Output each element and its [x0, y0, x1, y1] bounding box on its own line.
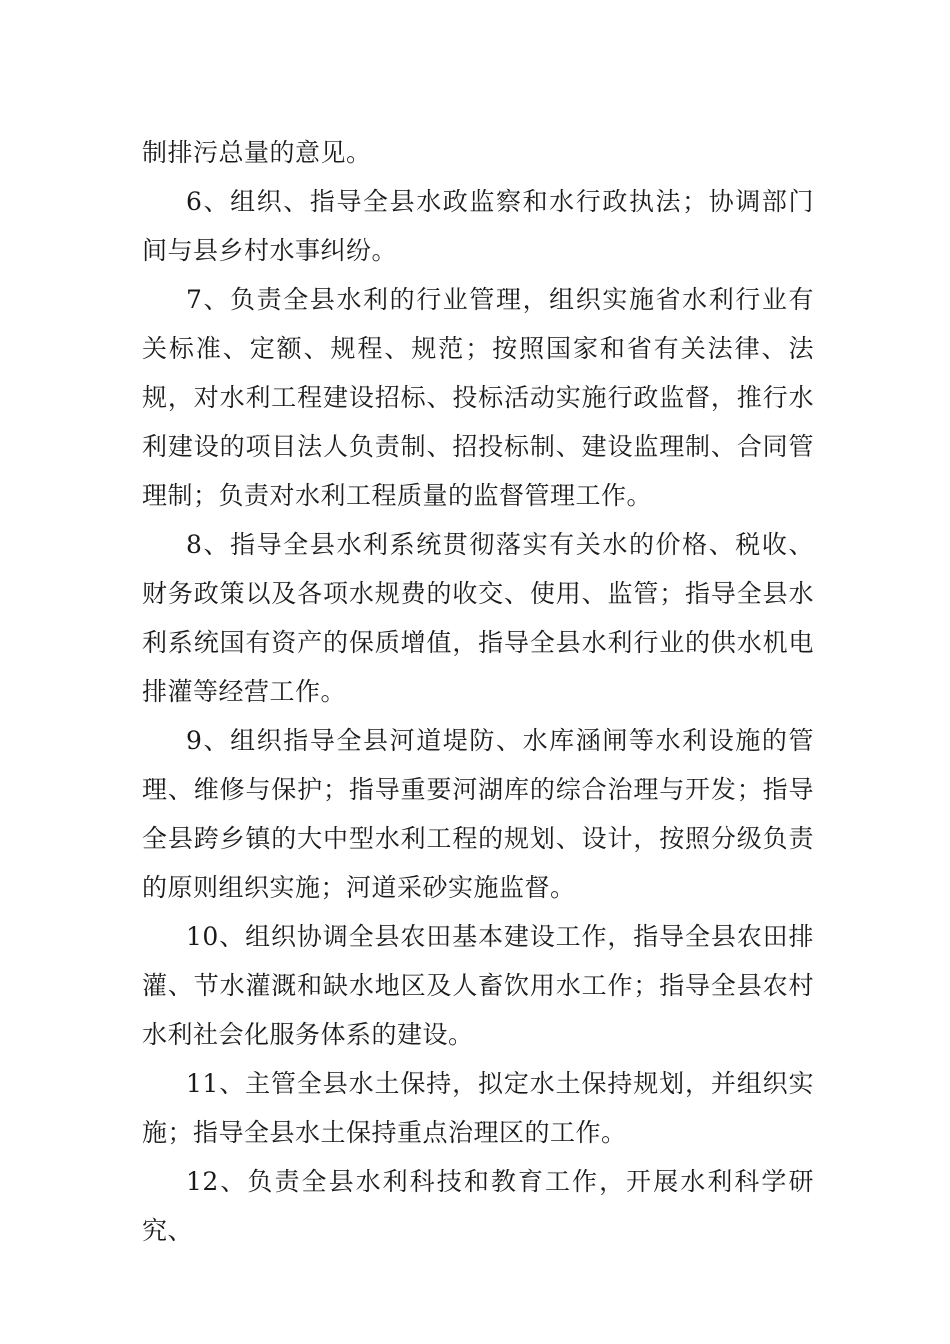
paragraph-item-10: 10、组织协调全县农田基本建设工作，指导全县农田排灌、节水灌溉和缺水地区及人畜饮用水工作；指导全县农村水利社会化服务体系的建设。: [142, 922, 814, 1049]
paragraph-item-9: 9、组织指导全县河道堤防、水库涵闸等水利设施的管理、维修与保护；指导重要河湖库的综合治理与开发；指导全县跨乡镇的大中型水利工程的规划、设计，按照分级负责的原则组织实施；河道采砂实施监督。: [142, 726, 814, 902]
document-body: [142, 128, 814, 1255]
paragraph-item-8: 8、指导全县水利系统贯彻落实有关水的价格、税收、财务政策以及各项水规费的收交、使用、监管；指导全县水利系统国有资产的保质增值，指导全县水利行业的供水机电排灌等经营工作。: [142, 530, 814, 706]
paragraph-item-7: 7、负责全县水利的行业管理，组织实施省水利行业有关标准、定额、规程、规范；按照国家和省有关法律、法规，对水利工程建设招标、投标活动实施行政监督，推行水利建设的项目法人负责制、招投标制、建设监理制、合同管理制；负责对水利工程质量的监督管理工作。: [142, 285, 814, 510]
paragraph-item-11: 11、主管全县水土保持，拟定水土保持规划，并组织实施；指导全县水土保持重点治理区的工作。: [142, 1069, 814, 1147]
paragraph-item-12: 12、负责全县水利科技和教育工作，开展水利科学研究、: [142, 1167, 814, 1245]
paragraph-continuation: 制排污总量的意见。: [142, 138, 372, 167]
paragraph-item-6: 6、组织、指导全县水政监察和水行政执法；协调部门间与县乡村水事纠纷。: [142, 187, 814, 265]
